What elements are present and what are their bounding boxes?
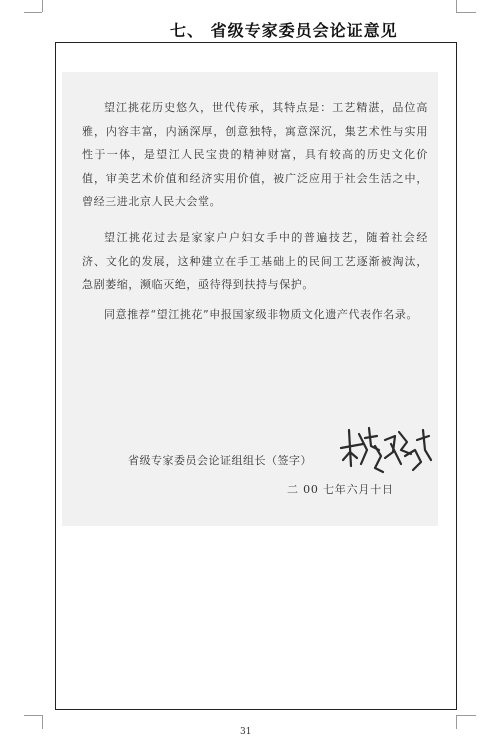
crop-mark-top-left: [42, 0, 43, 12]
document-date: 二 00 七年六月十日: [287, 483, 394, 496]
page-number: 31: [240, 727, 252, 737]
crop-mark-bottom-left: [42, 715, 43, 729]
signature-label: 省级专家委员会论证组组长（签字）: [128, 454, 312, 467]
crop-mark-bottom-right: [456, 715, 476, 716]
crop-mark-bottom-right: [456, 715, 457, 729]
crop-mark-top-right: [456, 12, 476, 13]
crop-mark-top-right: [456, 0, 457, 12]
body-paragraph: 同意推荐“望江挑花”申报国家级非物质文化遗产代表作名录。: [104, 308, 419, 321]
body-paragraph: 望江挑花历史悠久，世代传承，其特点是：工艺精湛，品位高雅，内容丰富，内涵深厚，创意独特，寓意深沉，集艺术性与实用性于一体，是望江人民宝贵的精神财富，具有较高的历史文化价值，审美艺术价值和经济实用价值，被广泛应用于社会生活之中，曾经三进北京人民大会堂。: [82, 101, 428, 208]
handwritten-signature: [335, 420, 435, 480]
crop-mark-top-left: [24, 12, 42, 13]
body-paragraph: 望江挑花过去是家家户户妇女手中的普遍技艺，随着社会经济、文化的发展，这种建立在手工基础上的民间工艺逐渐被淘汰，急剧萎缩，濒临灭绝，亟待得到扶持与保护。: [82, 231, 428, 291]
crop-mark-bottom-left: [24, 715, 42, 716]
section-heading: 七、 省级专家委员会论证意见: [170, 21, 398, 40]
